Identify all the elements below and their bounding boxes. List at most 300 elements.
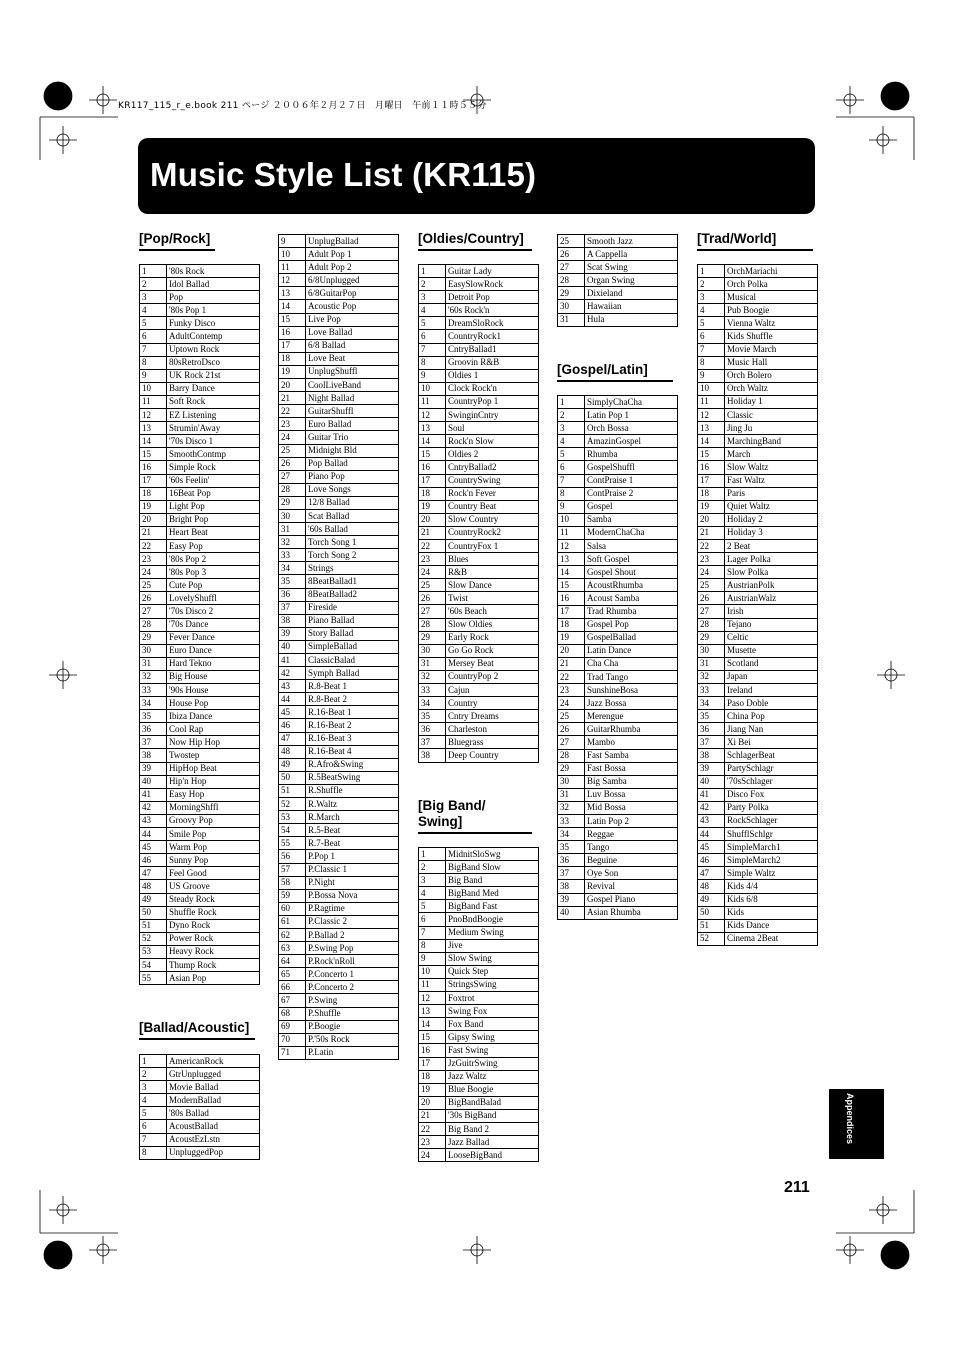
style-name: Country <box>446 697 539 710</box>
table-row <box>279 235 399 248</box>
style-table <box>139 1054 260 1160</box>
table-row <box>698 448 818 461</box>
style-number: 69 <box>279 1020 306 1033</box>
style-name: MidnitSloSwg <box>446 848 539 861</box>
table-row <box>279 444 399 457</box>
style-number: 46 <box>279 719 306 732</box>
table-row <box>419 356 539 369</box>
style-number: 22 <box>279 405 306 418</box>
table-row <box>140 828 260 841</box>
table-row <box>140 958 260 971</box>
style-number: 45 <box>140 841 167 854</box>
table-row <box>140 395 260 408</box>
style-name: Holiday 2 <box>725 513 818 526</box>
style-name: SunshineBosa <box>585 684 678 697</box>
table-row <box>140 906 260 919</box>
table-row <box>419 265 539 278</box>
style-number: 25 <box>279 444 306 457</box>
table-row <box>558 300 678 313</box>
table-row <box>558 422 678 435</box>
style-number: 18 <box>140 487 167 500</box>
style-name: Jing Ju <box>725 422 818 435</box>
style-number: 51 <box>140 919 167 932</box>
title-bar <box>138 138 815 214</box>
table-row <box>279 1046 399 1059</box>
style-name: GuitarRhumba <box>585 723 678 736</box>
style-number: 30 <box>698 644 725 657</box>
style-name: Country Beat <box>446 500 539 513</box>
style-number: 29 <box>558 762 585 775</box>
style-name: Twostep <box>167 749 260 762</box>
style-number: 13 <box>419 422 446 435</box>
style-name: Lager Polka <box>725 553 818 566</box>
table-row <box>140 487 260 500</box>
style-number: 39 <box>558 893 585 906</box>
table-row <box>279 640 399 653</box>
table-row <box>558 631 678 644</box>
style-name: CountryPop 1 <box>446 395 539 408</box>
table-row <box>419 1083 539 1096</box>
style-number: 12 <box>140 409 167 422</box>
style-name: Musical <box>725 291 818 304</box>
section-heading: [Big Band/ Swing] <box>418 798 532 834</box>
style-name: R.16-Beat 4 <box>306 745 399 758</box>
table-row <box>140 1133 260 1146</box>
style-name: Strings <box>306 562 399 575</box>
style-number: 19 <box>419 1083 446 1096</box>
style-number: 62 <box>279 928 306 941</box>
table-row <box>279 824 399 837</box>
table-row <box>279 405 399 418</box>
table-row <box>140 461 260 474</box>
table-row <box>279 784 399 797</box>
style-name: SmoothContmp <box>167 448 260 461</box>
table-row <box>279 509 399 522</box>
style-name: Organ Swing <box>585 274 678 287</box>
table-row <box>140 775 260 788</box>
style-number: 45 <box>279 706 306 719</box>
table-row <box>279 274 399 287</box>
style-number: 17 <box>419 1057 446 1070</box>
table-row <box>279 601 399 614</box>
style-number: 30 <box>419 644 446 657</box>
table-row <box>698 265 818 278</box>
style-number: 33 <box>558 815 585 828</box>
table-row <box>698 684 818 697</box>
style-number: 57 <box>279 863 306 876</box>
table-row <box>698 841 818 854</box>
table-row <box>419 317 539 330</box>
style-number: 15 <box>558 579 585 592</box>
style-number: 11 <box>140 395 167 408</box>
style-number: 2 <box>419 278 446 291</box>
table-row <box>558 854 678 867</box>
style-name: AustrianWalz <box>725 592 818 605</box>
style-number: 14 <box>419 435 446 448</box>
table-row <box>140 932 260 945</box>
table-row <box>419 1018 539 1031</box>
style-name: 6/8GuitarPop <box>306 287 399 300</box>
style-name: R.7-Beat <box>306 837 399 850</box>
table-row <box>279 300 399 313</box>
table-row <box>279 627 399 640</box>
style-name: AmericanRock <box>167 1055 260 1068</box>
style-number: 42 <box>698 801 725 814</box>
style-name: Torch Song 1 <box>306 536 399 549</box>
table-row <box>419 1031 539 1044</box>
table-row <box>140 278 260 291</box>
table-row <box>558 684 678 697</box>
style-number: 33 <box>279 549 306 562</box>
style-number: 24 <box>698 566 725 579</box>
style-number: 33 <box>419 684 446 697</box>
style-name: Simple Rock <box>167 461 260 474</box>
style-name: Soft Gospel <box>585 553 678 566</box>
table-row <box>698 395 818 408</box>
style-name: Trad Rhumba <box>585 605 678 618</box>
style-name: GuitarShuffl <box>306 405 399 418</box>
table-row <box>698 513 818 526</box>
style-number: 16 <box>140 461 167 474</box>
style-name: Torch Song 2 <box>306 549 399 562</box>
style-number: 15 <box>698 448 725 461</box>
table-row <box>698 592 818 605</box>
table-row <box>698 605 818 618</box>
style-name: P.Rock'nRoll <box>306 955 399 968</box>
style-name: Xi Bei <box>725 736 818 749</box>
table-row <box>558 657 678 670</box>
style-name: Live Pop <box>306 313 399 326</box>
style-name: Groovin R&B <box>446 356 539 369</box>
style-name: Now Hip Hop <box>167 736 260 749</box>
style-name: Scat Ballad <box>306 509 399 522</box>
table-row <box>140 500 260 513</box>
table-row <box>419 939 539 952</box>
style-name: CoolLiveBand <box>306 379 399 392</box>
table-row <box>558 736 678 749</box>
table-row <box>698 343 818 356</box>
style-number: 7 <box>419 343 446 356</box>
table-row <box>698 828 818 841</box>
style-name: SwinginCntry <box>446 409 539 422</box>
table-row <box>558 553 678 566</box>
table-row <box>419 500 539 513</box>
style-number: 36 <box>279 588 306 601</box>
table-row <box>558 313 678 326</box>
table-row <box>279 758 399 771</box>
table-row <box>419 369 539 382</box>
table-row <box>279 575 399 588</box>
style-name: Asian Rhumba <box>585 906 678 919</box>
style-number: 6 <box>140 1120 167 1133</box>
style-name: Oldies 2 <box>446 448 539 461</box>
table-row <box>140 1068 260 1081</box>
table-row <box>140 553 260 566</box>
table-row <box>279 536 399 549</box>
style-name: 6/8Unplugged <box>306 274 399 287</box>
style-name: Paso Doble <box>725 697 818 710</box>
style-name: Smooth Jazz <box>585 235 678 248</box>
table-row <box>419 684 539 697</box>
style-name: Jazz Waltz <box>446 1070 539 1083</box>
table-row <box>140 618 260 631</box>
table-row <box>558 409 678 422</box>
style-name: Kids 6/8 <box>725 893 818 906</box>
style-table <box>418 264 539 763</box>
style-number: 36 <box>558 854 585 867</box>
table-row <box>419 330 539 343</box>
style-number: 43 <box>140 814 167 827</box>
style-name: ClassicBalad <box>306 654 399 667</box>
style-name: 8BeatBallad2 <box>306 588 399 601</box>
table-row <box>698 854 818 867</box>
table-row <box>419 343 539 356</box>
table-row <box>140 657 260 670</box>
style-number: 20 <box>698 513 725 526</box>
style-number: 1 <box>698 265 725 278</box>
table-row <box>419 861 539 874</box>
style-number: 15 <box>419 448 446 461</box>
style-name: Slow Polka <box>725 566 818 579</box>
style-number: 68 <box>279 1007 306 1020</box>
style-number: 38 <box>558 880 585 893</box>
table-row <box>558 644 678 657</box>
style-number: 28 <box>558 749 585 762</box>
table-row <box>279 248 399 261</box>
table-row <box>140 1146 260 1159</box>
style-name: LooseBigBand <box>446 1149 539 1162</box>
table-row <box>419 304 539 317</box>
table-row <box>140 330 260 343</box>
table-row <box>140 526 260 539</box>
style-table <box>278 234 399 1060</box>
style-number: 8 <box>419 939 446 952</box>
style-number: 30 <box>279 509 306 522</box>
style-name: LovelyShuffl <box>167 592 260 605</box>
style-name: DreamSloRock <box>446 317 539 330</box>
table-row <box>140 972 260 985</box>
style-name: Orch Bolero <box>725 369 818 382</box>
table-row <box>279 457 399 470</box>
style-number: 23 <box>279 418 306 431</box>
style-table <box>557 395 678 920</box>
style-number: 27 <box>698 605 725 618</box>
table-row <box>419 992 539 1005</box>
style-table <box>418 847 539 1162</box>
table-row <box>140 474 260 487</box>
style-name: 8BeatBallad1 <box>306 575 399 588</box>
table-row <box>279 431 399 444</box>
style-number: 13 <box>558 553 585 566</box>
table-row <box>140 409 260 422</box>
table-row <box>698 500 818 513</box>
style-number: 31 <box>698 657 725 670</box>
style-name: Musette <box>725 644 818 657</box>
table-row <box>419 848 539 861</box>
table-row <box>698 579 818 592</box>
table-row <box>558 618 678 631</box>
style-name: Piano Pop <box>306 470 399 483</box>
style-name: UnplugBallad <box>306 235 399 248</box>
table-row <box>279 352 399 365</box>
style-name: Heavy Rock <box>167 945 260 958</box>
table-row <box>558 801 678 814</box>
table-row <box>140 356 260 369</box>
style-number: 35 <box>140 710 167 723</box>
style-number: 7 <box>140 1133 167 1146</box>
style-name: R.8-Beat 2 <box>306 693 399 706</box>
style-name: P.Pop 1 <box>306 850 399 863</box>
style-number: 36 <box>419 723 446 736</box>
table-row <box>698 369 818 382</box>
table-row <box>279 379 399 392</box>
style-number: 25 <box>419 579 446 592</box>
style-name: Gospel Pop <box>585 618 678 631</box>
table-row <box>558 670 678 683</box>
table-row <box>419 395 539 408</box>
style-number: 39 <box>279 627 306 640</box>
style-name: EasySlowRock <box>446 278 539 291</box>
style-number: 70 <box>279 1033 306 1046</box>
table-row <box>419 278 539 291</box>
style-name: 16Beat Pop <box>167 487 260 500</box>
style-name: R.8-Beat 1 <box>306 680 399 693</box>
style-name: CntryBallad2 <box>446 461 539 474</box>
style-name: Orch Bossa <box>585 422 678 435</box>
style-name: AcoustEzLstn <box>167 1133 260 1146</box>
style-name: Big House <box>167 670 260 683</box>
style-number: 35 <box>419 710 446 723</box>
table-row <box>279 470 399 483</box>
style-name: Merengue <box>585 710 678 723</box>
table-row <box>419 631 539 644</box>
style-name: Oldies 1 <box>446 369 539 382</box>
style-number: 28 <box>419 618 446 631</box>
section-heading: [Gospel/Latin] <box>557 362 673 382</box>
style-name: Charleston <box>446 723 539 736</box>
table-row <box>558 474 678 487</box>
style-number: 17 <box>698 474 725 487</box>
table-row <box>558 261 678 274</box>
style-number: 49 <box>698 893 725 906</box>
style-name: ModernChaCha <box>585 526 678 539</box>
table-row <box>419 618 539 631</box>
table-row <box>279 942 399 955</box>
style-number: 30 <box>558 775 585 788</box>
style-name: BigBand Slow <box>446 861 539 874</box>
style-number: 43 <box>279 680 306 693</box>
table-row <box>558 487 678 500</box>
style-name: Irish <box>725 605 818 618</box>
table-row <box>558 592 678 605</box>
style-name: P.Latin <box>306 1046 399 1059</box>
table-row <box>698 762 818 775</box>
style-name: '60s Ballad <box>306 523 399 536</box>
style-name: Big Band <box>446 874 539 887</box>
style-name: Gospel <box>585 500 678 513</box>
table-row <box>558 697 678 710</box>
style-number: 12 <box>558 540 585 553</box>
style-number: 24 <box>419 566 446 579</box>
style-number: 3 <box>140 291 167 304</box>
style-number: 6 <box>140 330 167 343</box>
style-name: '90s House <box>167 684 260 697</box>
style-table <box>697 264 818 946</box>
style-number: 31 <box>558 313 585 326</box>
table-row <box>419 526 539 539</box>
table-row <box>558 540 678 553</box>
table-row <box>558 579 678 592</box>
table-row <box>279 889 399 902</box>
table-row <box>698 736 818 749</box>
style-name: SchlagerBeat <box>725 749 818 762</box>
table-row <box>698 461 818 474</box>
table-row <box>419 1122 539 1135</box>
style-name: Bright Pop <box>167 513 260 526</box>
style-name: Acoustic Pop <box>306 300 399 313</box>
style-number: 52 <box>698 932 725 945</box>
style-name: R.5BeatSwing <box>306 771 399 784</box>
style-name: Easy Pop <box>167 539 260 552</box>
style-name: P.Ballad 2 <box>306 928 399 941</box>
style-name: Movie Ballad <box>167 1081 260 1094</box>
style-number: 59 <box>279 889 306 902</box>
style-name: Kids Dance <box>725 919 818 932</box>
table-row <box>558 893 678 906</box>
style-name: Mersey Beat <box>446 657 539 670</box>
style-name: Ibiza Dance <box>167 710 260 723</box>
style-number: 40 <box>279 640 306 653</box>
style-name: Fast Bossa <box>585 762 678 775</box>
style-number: 33 <box>140 684 167 697</box>
style-number: 41 <box>698 788 725 801</box>
style-name: Trad Tango <box>585 670 678 683</box>
table-row <box>279 654 399 667</box>
style-number: 19 <box>698 500 725 513</box>
style-name: Early Rock <box>446 631 539 644</box>
style-number: 1 <box>419 848 446 861</box>
table-row <box>419 887 539 900</box>
style-name: '30s BigBand <box>446 1109 539 1122</box>
style-number: 22 <box>419 539 446 552</box>
table-row <box>698 644 818 657</box>
style-name: Feel Good <box>167 867 260 880</box>
style-number: 7 <box>419 926 446 939</box>
style-name: GospelShuffl <box>585 461 678 474</box>
style-number: 24 <box>558 697 585 710</box>
style-number: 20 <box>279 379 306 392</box>
style-number: 28 <box>140 618 167 631</box>
style-number: 19 <box>279 365 306 378</box>
style-name: Gospel Piano <box>585 893 678 906</box>
style-name: R.Shuffle <box>306 784 399 797</box>
style-name: Thump Rock <box>167 958 260 971</box>
table-row <box>140 539 260 552</box>
style-name: Piano Ballad <box>306 614 399 627</box>
style-number: 10 <box>419 382 446 395</box>
style-number: 5 <box>558 448 585 461</box>
table-row <box>698 749 818 762</box>
style-number: 10 <box>140 382 167 395</box>
style-number: 13 <box>419 1005 446 1018</box>
style-number: 8 <box>558 487 585 500</box>
table-row <box>558 710 678 723</box>
table-row <box>698 906 818 919</box>
style-name: Love Beat <box>306 352 399 365</box>
style-name: '80s Pop 1 <box>167 304 260 317</box>
table-row <box>698 487 818 500</box>
style-name: Classic <box>725 409 818 422</box>
